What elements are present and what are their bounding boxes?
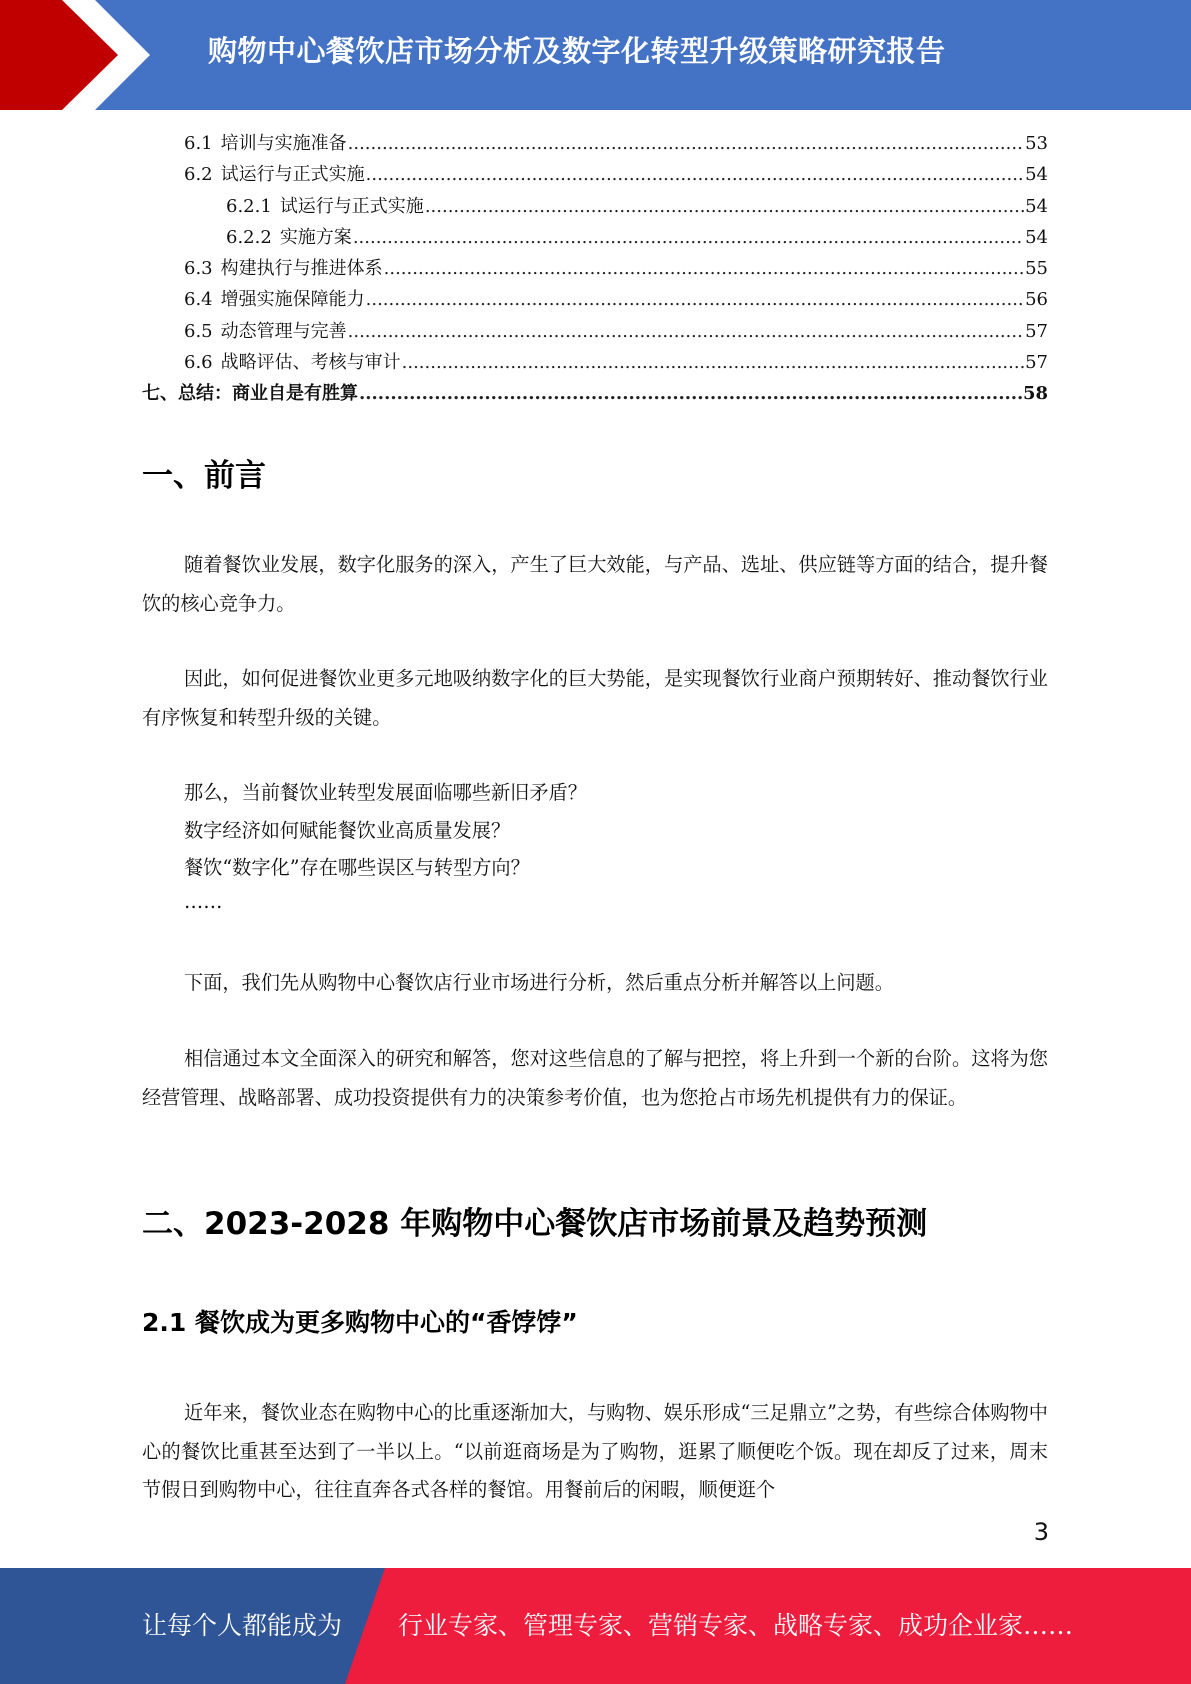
page-header	[0, 0, 1191, 110]
toc-entry-number: 6.2.1	[226, 195, 272, 217]
question-line: 那么，当前餐饮业转型发展面临哪些新旧矛盾？	[184, 781, 587, 804]
footer-slogan-right: 行业专家、管理专家、营销专家、战略专家、成功企业家……	[398, 1611, 1074, 1640]
toc-entry-title: 七、总结：商业自是有胜算	[142, 383, 358, 405]
toc-entry-title: 战略评估、考核与审计	[220, 352, 401, 374]
toc-dot-leader	[359, 378, 1022, 409]
toc-entry-number: 6.2.2	[226, 226, 272, 248]
question-line: 餐饮“数字化”存在哪些误区与转型方向？	[184, 856, 530, 879]
toc-entry-title: 培训与实施准备	[220, 133, 347, 154]
page-number: 3	[1033, 1518, 1049, 1546]
footer-slogan-left: 让每个人都能成为	[142, 1611, 343, 1640]
header-arrow-decoration	[0, 0, 160, 110]
toc-entry-number: 6.6	[184, 352, 213, 374]
toc-entry[interactable]	[142, 316, 1048, 347]
toc-entry[interactable]	[142, 159, 1048, 190]
toc-dot-leader	[353, 222, 1024, 253]
section-heading-preface: 一、前言	[142, 458, 266, 494]
toc-entry-number: 6.2	[184, 164, 213, 186]
toc-entry[interactable]	[142, 378, 1048, 409]
paragraph: 因此，如何促进餐饮业更多元地吸纳数字化的巨大势能，是实现餐饮行业商户预期转好、推动餐饮行业有序恢复和转型升级的关键。	[142, 667, 1048, 729]
toc-entry-title: 实施方案	[279, 226, 352, 248]
toc-entry-title: 构建执行与推进体系	[220, 258, 383, 280]
toc-entry-number: 6.4	[184, 289, 213, 311]
toc-entry[interactable]	[142, 191, 1048, 222]
report-title: 购物中心餐饮店市场分析及数字化转型升级策略研究报告	[208, 34, 946, 68]
paragraph: 随着餐饮业发展，数字化服务的深入，产生了巨大效能，与产品、选址、供应链等方面的结合，提升餐饮的核心竞争力。	[142, 553, 1048, 615]
toc-entry-page: 54	[1025, 195, 1048, 217]
toc-entry-title: 试运行与正式实施	[220, 164, 365, 186]
toc-entry-title: 试运行与正式实施	[279, 195, 424, 217]
paragraph: 相信通过本文全面深入的研究和解答，您对这些信息的了解与把控，将上升到一个新的台阶。这将为您经营管理、战略部署、成功投资提供有力的决策参考价值，也为您抢占市场先机提供有力的保证。	[142, 1047, 1048, 1109]
toc-entry-title: 增强实施保障能力	[220, 289, 365, 311]
toc-entry[interactable]	[142, 284, 1048, 315]
paragraph: 近年来，餐饮业态在购物中心的比重逐渐加大，与购物、娱乐形成“三足鼎立”之势，有些综合体购物中心的餐饮比重甚至达到了一半以上。“以前逛商场是为了购物，逛累了顺便吃个饭。现在却反了过来，周末节假日到购物中心，往往直奔各式各样的餐馆。用餐前后的闲暇，顺便逛个	[142, 1401, 1048, 1501]
toc-entry-number: 6.5	[184, 320, 213, 342]
toc-entry-page: 57	[1025, 352, 1048, 374]
toc-entry[interactable]	[142, 128, 1048, 159]
toc-entry-number: 6.1	[184, 133, 213, 154]
table-of-contents	[142, 128, 1048, 410]
toc-entry-page: 56	[1025, 289, 1048, 311]
toc-dot-leader	[366, 159, 1024, 190]
toc-dot-leader	[348, 316, 1024, 347]
toc-entry-page: 53	[1025, 133, 1048, 154]
page-footer	[0, 1568, 1191, 1684]
question-line: 数字经济如何赋能餐饮业高质量发展？	[184, 819, 511, 842]
toc-dot-leader	[402, 347, 1024, 378]
toc-dot-leader	[425, 191, 1024, 222]
toc-entry-page: 54	[1025, 226, 1048, 248]
toc-dot-leader	[348, 128, 1024, 159]
toc-entry-page: 54	[1025, 164, 1048, 186]
toc-entry-number: 6.3	[184, 258, 213, 280]
subsection-heading: 2.1 餐饮成为更多购物中心的“香饽饽”	[142, 1308, 578, 1337]
toc-entry-page: 58	[1022, 383, 1048, 405]
toc-dot-leader	[384, 253, 1024, 284]
ellipsis-line: ……	[184, 890, 223, 913]
toc-entry[interactable]	[142, 253, 1048, 284]
section-heading-forecast: 二、2023-2028 年购物中心餐饮店市场前景及趋势预测	[142, 1206, 928, 1242]
paragraph: 下面，我们先从购物中心餐饮店行业市场进行分析，然后重点分析并解答以上问题。	[184, 971, 894, 994]
toc-entry-page: 55	[1025, 258, 1048, 280]
toc-entry[interactable]	[142, 347, 1048, 378]
toc-entry[interactable]	[142, 222, 1048, 253]
toc-entry-page: 57	[1025, 320, 1048, 342]
toc-entry-title: 动态管理与完善	[220, 320, 347, 342]
toc-dot-leader	[366, 284, 1024, 315]
